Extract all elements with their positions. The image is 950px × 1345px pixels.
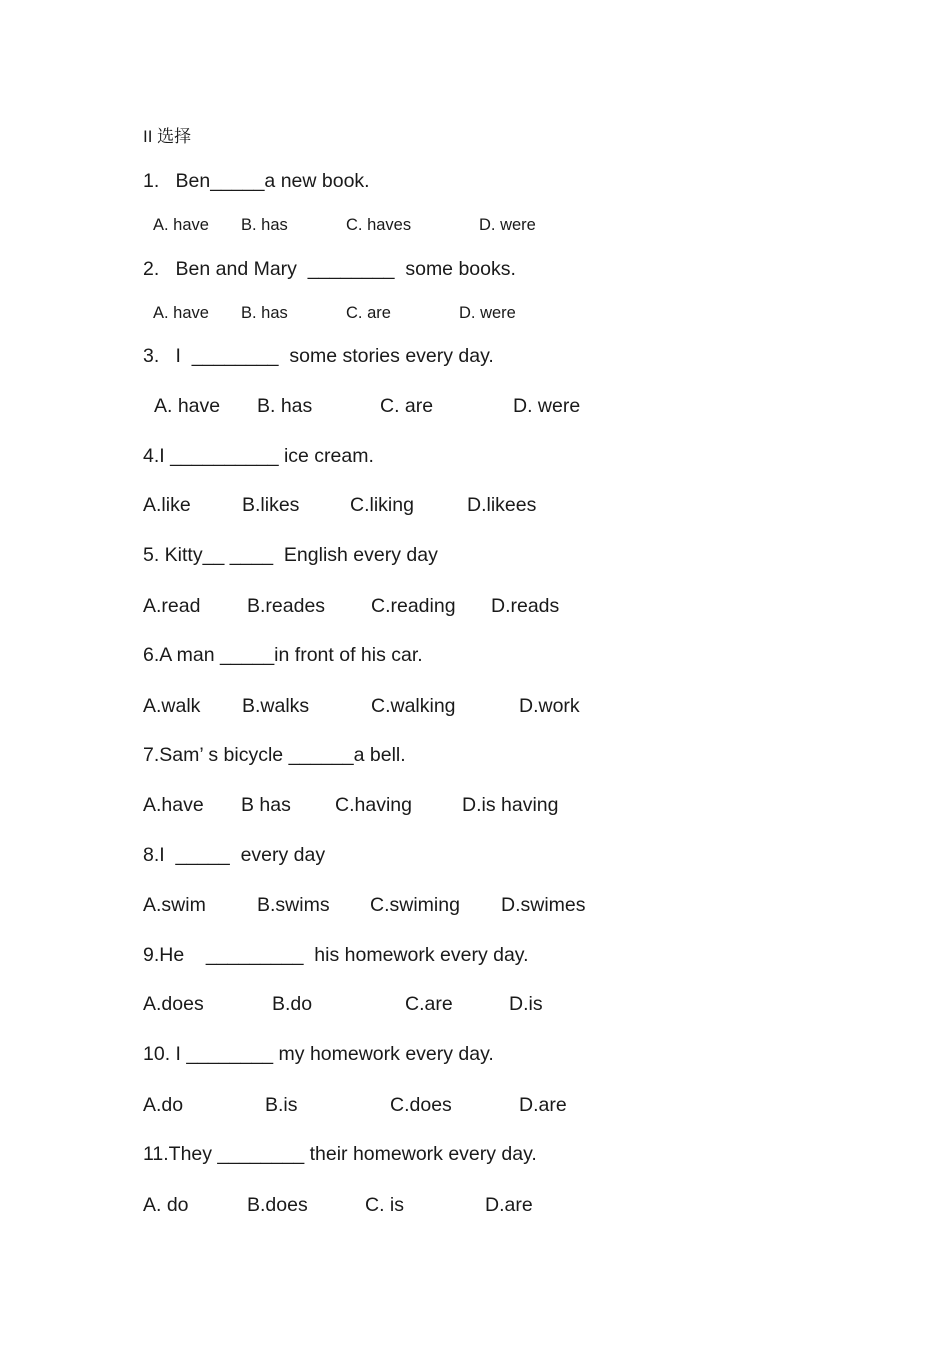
question-8-option-c: C.swiming [370,894,460,916]
question-10-stem: 10. I ________ my homework every day. [143,1043,494,1065]
question-11-option-d: D.are [485,1194,533,1216]
question-2-option-c: C. are [346,304,391,322]
question-3-stem: 3. I ________ some stories every day. [143,345,494,367]
question-10-option-b: B.is [265,1094,298,1116]
question-6-option-b: B.walks [242,695,310,717]
question-1-option-b: B. has [241,216,288,234]
question-7-option-a: A.have [143,794,204,816]
question-8-stem: 8.I _____ every day [143,844,326,866]
question-10-option-d: D.are [519,1094,567,1116]
question-7-option-d: D.is having [462,794,559,816]
question-7-stem: 7.Sam’ s bicycle ______a bell. [143,744,406,766]
question-4-option-a: A.like [143,494,191,516]
question-4-option-c: C.liking [350,494,414,516]
question-2-option-a: A. have [153,304,209,322]
question-2-option-d: D. were [459,304,516,322]
question-6-option-d: D.work [519,695,580,717]
question-5-option-a: A.read [143,595,201,617]
question-4-option-d: D.likees [467,494,537,516]
question-9-stem: 9.He _________ his homework every day. [143,944,529,966]
question-5-option-d: D.reads [491,595,560,617]
question-4-option-b: B.likes [242,494,300,516]
question-5-option-b: B.reades [247,595,326,617]
question-11-option-a: A. do [143,1194,189,1216]
question-5-stem: 5. Kitty__ ____ English every day [143,544,438,566]
question-6-option-a: A.walk [143,695,201,717]
question-4-stem: 4.I __________ ice cream. [143,445,374,467]
question-6-option-c: C.walking [371,695,456,717]
question-9-option-d: D.is [509,993,543,1015]
question-2-option-b: B. has [241,304,288,322]
question-3-option-a: A. have [154,395,221,417]
question-1-option-a: A. have [153,216,209,234]
question-7-option-b: B has [241,794,291,816]
question-2-stem: 2. Ben and Mary ________ some books. [143,258,516,280]
question-5-option-c: C.reading [371,595,456,617]
question-8-option-d: D.swimes [501,894,586,916]
question-3-option-c: C. are [380,395,434,417]
question-11-stem: 11.They ________ their homework every day. [143,1143,537,1165]
question-3-option-b: B. has [257,395,313,417]
question-6-stem: 6.A man _____in front of his car. [143,644,423,666]
question-1-option-c: C. haves [346,216,412,234]
question-11-option-b: B.does [247,1194,308,1216]
question-10-option-a: A.do [143,1094,184,1116]
question-7-option-c: C.having [335,794,412,816]
question-11-option-c: C. is [365,1194,404,1216]
question-9-option-c: C.are [405,993,453,1015]
question-9-option-a: A.does [143,993,204,1015]
question-8-option-b: B.swims [257,894,330,916]
question-9-option-b: B.do [272,993,313,1015]
question-1-option-d: D. were [479,216,536,234]
question-3-option-d: D. were [513,395,581,417]
question-10-option-c: C.does [390,1094,452,1116]
question-1-stem: 1. Ben_____a new book. [143,170,370,192]
question-8-option-a: A.swim [143,894,206,916]
section-title: II 选择 [143,127,192,146]
